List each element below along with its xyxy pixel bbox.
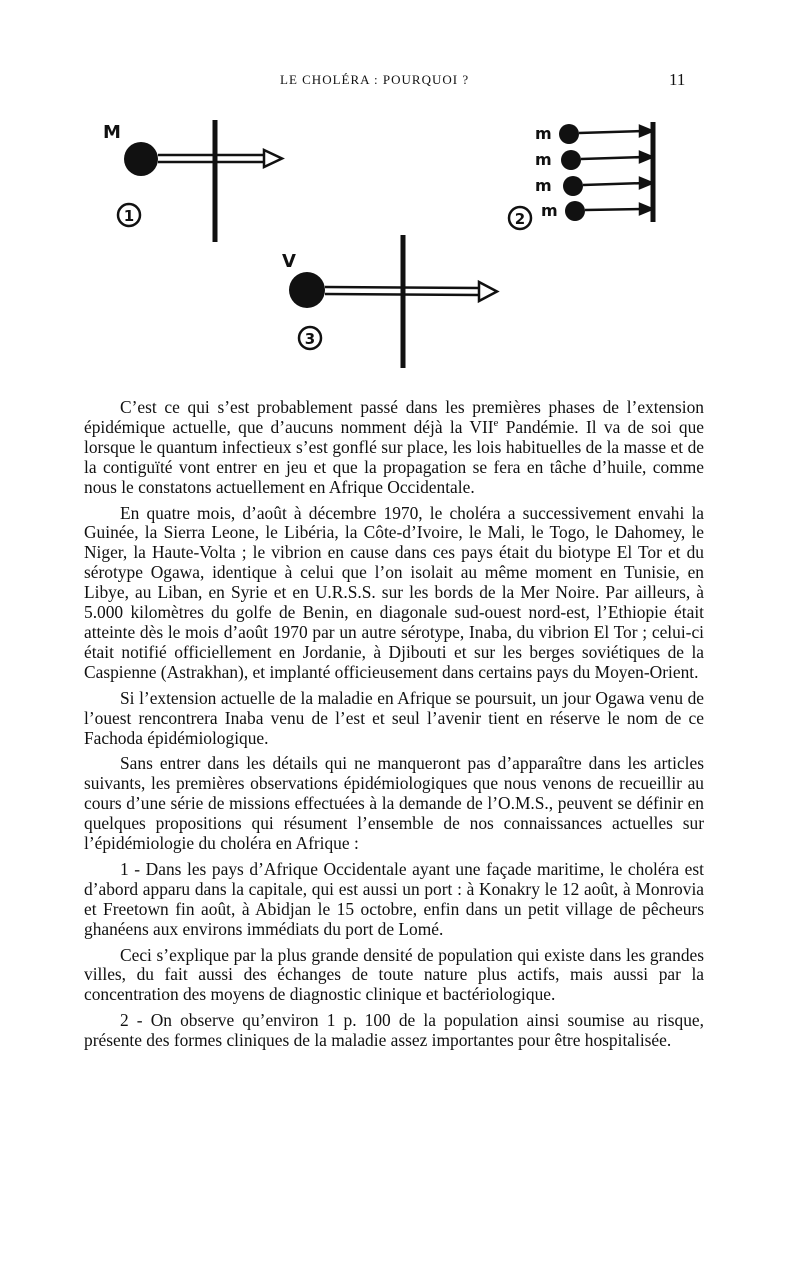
paragraph: C’est ce qui s’est probablement passé dans les premières phases de l’extension épidémique actuelle, que d’aucuns nomment déjà la VIIe Pandémie. Il va de soi que lorsque le quantum infectieux s’est gonflé sur place, les lois habituelles de la masse et de la contiguïté vont entrer en jeu et que la propagation se fera en tâche d’huile, comme nous le constatons actuellement en Afrique Occidentale. [84, 397, 704, 497]
page-number: 11 [669, 70, 686, 89]
paragraph: En quatre mois, d’août à décembre 1970, le choléra a successivement envahi la Guinée, la Sierra Leone, le Libéria, la Côte-d’Ivoire, le Mali, le Togo, le Dahomey, le Niger, la Haute-Volta ; le vibrion en cause dans ces pays était du biotype El Tor et du sérotype Ogawa, identique à celui que l’on isolait au même moment en Tunisie, en Libye, au Liban, en Syrie et en U.R.S.S. sur les bords de la Mer Noire. Par ailleurs, à 5.000 kilomètres du golfe de Benin, en diagonale sud-ouest nord-est, l’Ethiopie était atteinte dès le mois d’août 1970 par un autre sérotype, Inaba, du vibrion El Tor ; celui-ci était notifié officiellement en Jordanie, à Djibouti et sur les berges soviétiques de la Caspienne (Astrakhan), et implanté officieusement dans certains pays du Moyen-Orient. [84, 502, 704, 682]
paragraph: Si l’extension actuelle de la maladie en Afrique se poursuit, un jour Ogawa venu de l’ouest rencontrera Inaba venu de l’est et seul l’avenir tient en réserve le nom de ce Fachoda épidémiologique. [84, 687, 704, 748]
diagram-1-ball [124, 142, 158, 176]
diagram-2-label: m [535, 150, 552, 169]
diagram-2-number: 2 [514, 210, 526, 228]
diagram-3 [282, 235, 497, 368]
diagram-3-arrowhead [479, 282, 497, 301]
diagram-2-label: m [535, 176, 552, 195]
diagram-2-ball [561, 150, 581, 170]
running-title: LE CHOLÉRA : POURQUOI ? [280, 72, 470, 87]
diagram-2-ball [559, 124, 579, 144]
running-header [0, 72, 800, 96]
paragraph: 1 - Dans les pays d’Afrique Occidentale ayant une façade maritime, le choléra est d’abord apparu dans la capitale, qui est aussi un port : à Konakry le 12 août, à Monrovia et Freetown fin août, à Abidjan le 15 octobre, enfin dans un petit village de pêcheurs ghanéens aux environs immédiats du port de Lomé. [84, 858, 704, 939]
diagram-1-label: M [103, 122, 121, 143]
diagram-canvas [0, 110, 800, 380]
diagram-1 [103, 120, 282, 242]
diagram-2 [509, 122, 653, 229]
body-text [84, 398, 704, 1057]
paragraph: Ceci s’explique par la plus grande densité de population qui existe dans les grandes villes, du fait aussi des échanges de toute nature plus actifs, mais aussi par la concentration des moyens de diagnostic clinique et bactériologique. [84, 944, 704, 1005]
diagram-3-label: V [282, 251, 296, 272]
diagram-2-arrows [579, 126, 652, 214]
diagram-figure [0, 110, 800, 380]
superscript: e [493, 417, 499, 430]
diagram-2-ball [563, 176, 583, 196]
diagram-2-label: m [541, 201, 558, 220]
diagram-1-number: 1 [123, 207, 135, 225]
paragraph: 2 - On observe qu’environ 1 p. 100 de la population ainsi soumise au risque, présente des formes cliniques de la maladie assez importantes pour être hospitalisée. [84, 1010, 704, 1051]
diagram-3-number: 3 [304, 330, 316, 348]
diagram-3-ball [289, 272, 325, 308]
diagram-3-arrow-line [325, 287, 480, 288]
diagram-1-arrowhead [264, 150, 282, 167]
diagram-2-ball [565, 201, 585, 221]
paragraph: Sans entrer dans les détails qui ne manqueront pas d’apparaître dans les articles suivants, les premières observations épidémiologiques que nous venons de recueillir au cours d’une série de missions effectuées à la demande de l’O.M.S., peuvent se définir en quelques propositions qui résument l’ensemble de nos connaissances actuelles sur l’épidémiologie du choléra en Afrique : [84, 753, 704, 854]
diagram-2-label: m [535, 124, 552, 143]
